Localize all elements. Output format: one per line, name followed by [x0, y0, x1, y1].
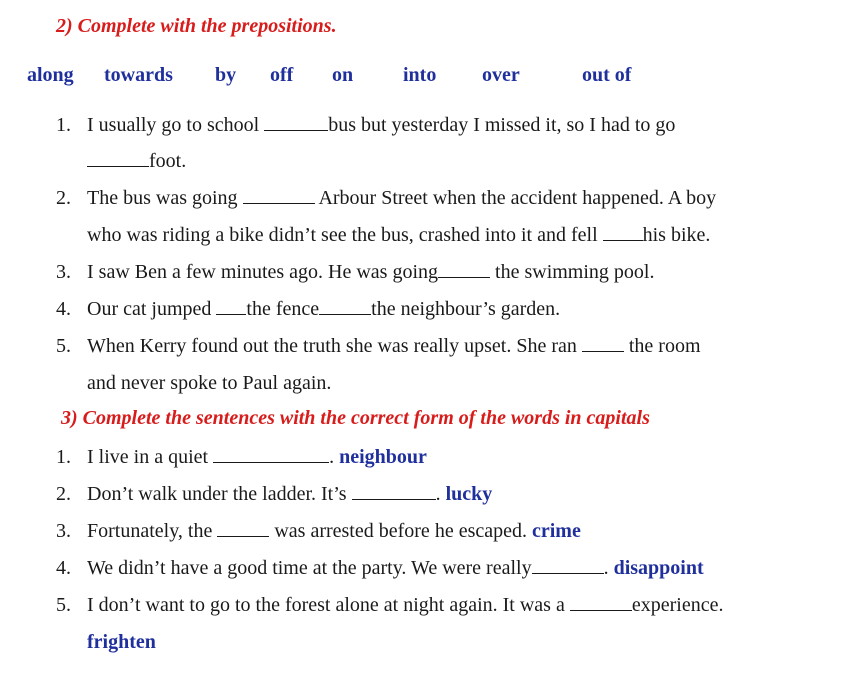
word-bank-item: out of	[582, 64, 632, 86]
word-bank-item: by	[215, 64, 237, 86]
answer-blank[interactable]	[213, 446, 329, 463]
exercise-2-item-5-line-1: When Kerry found out the truth she was really upset. She ran the room	[87, 335, 701, 357]
answer-blank[interactable]	[532, 557, 604, 574]
exercise-3-item-2: Don’t walk under the ladder. It’s . lucky	[87, 483, 493, 505]
exercise-2-item-2-line-2: who was riding a bike didn’t see the bus, crashed into it and fell his bike.	[87, 224, 711, 246]
word-bank	[0, 64, 864, 90]
exercise-2-item-3: I saw Ben a few minutes ago. He was going the swimming pool.	[87, 261, 655, 283]
exercise-3-item-5-line-2	[87, 630, 156, 654]
answer-blank[interactable]	[264, 114, 328, 131]
exercise-2-item-1-line-1: I usually go to school bus but yesterday I missed it, so I had to go	[87, 114, 676, 136]
word-bank-item: towards	[104, 64, 173, 86]
item-number: 2.	[56, 187, 71, 209]
capital-word: neighbour	[339, 446, 427, 468]
answer-blank[interactable]	[243, 187, 315, 204]
item-number: 1.	[56, 446, 71, 468]
capital-word: lucky	[445, 483, 493, 505]
word-bank-item: along	[27, 64, 74, 86]
word-bank-item: over	[482, 64, 520, 86]
answer-blank[interactable]	[570, 594, 632, 611]
exercise-2-item-2-line-1: The bus was going Arbour Street when the accident happened. A boy	[87, 187, 717, 209]
exercise-3-item-1: I live in a quiet . neighbour	[87, 446, 427, 468]
answer-blank[interactable]	[319, 298, 371, 315]
item-number: 2.	[56, 483, 71, 505]
answer-blank[interactable]	[438, 261, 490, 278]
item-number: 4.	[56, 557, 71, 579]
exercise-3-item-4: We didn’t have a good time at the party. We were really . disappoint	[87, 557, 704, 579]
answer-blank[interactable]	[217, 520, 269, 537]
answer-blank[interactable]	[582, 335, 624, 352]
exercise-3-item-5-line-1: I don’t want to go to the forest alone at night again. It was a experience.	[87, 594, 724, 616]
item-number: 5.	[56, 335, 71, 357]
word-bank-item: on	[332, 64, 354, 86]
capital-word: disappoint	[613, 557, 704, 579]
exercise-2-item-4: Our cat jumped the fence the neighbour’s garden.	[87, 298, 561, 320]
capital-word: crime	[531, 520, 581, 542]
word-bank-item: into	[403, 64, 437, 86]
item-number: 3.	[56, 261, 71, 283]
capital-word: frighten	[87, 631, 156, 653]
answer-blank[interactable]	[352, 483, 436, 500]
exercise-2-item-5-line-2: and never spoke to Paul again.	[87, 372, 332, 394]
item-number: 1.	[56, 114, 71, 136]
item-number: 3.	[56, 520, 71, 542]
exercise-2-item-1-line-2: foot.	[87, 149, 186, 173]
item-number: 5.	[56, 594, 71, 616]
word-bank-item: off	[270, 64, 294, 86]
answer-blank[interactable]	[603, 224, 643, 241]
item-number: 4.	[56, 298, 71, 320]
answer-blank[interactable]	[87, 150, 149, 167]
answer-blank[interactable]	[216, 298, 246, 315]
section-3-heading: 3) Complete the sentences with the correct form of the words in capitals	[61, 407, 650, 429]
section-2-heading: 2) Complete with the prepositions.	[56, 15, 337, 37]
exercise-3-item-3: Fortunately, the was arrested before he escaped. crime	[87, 520, 581, 542]
